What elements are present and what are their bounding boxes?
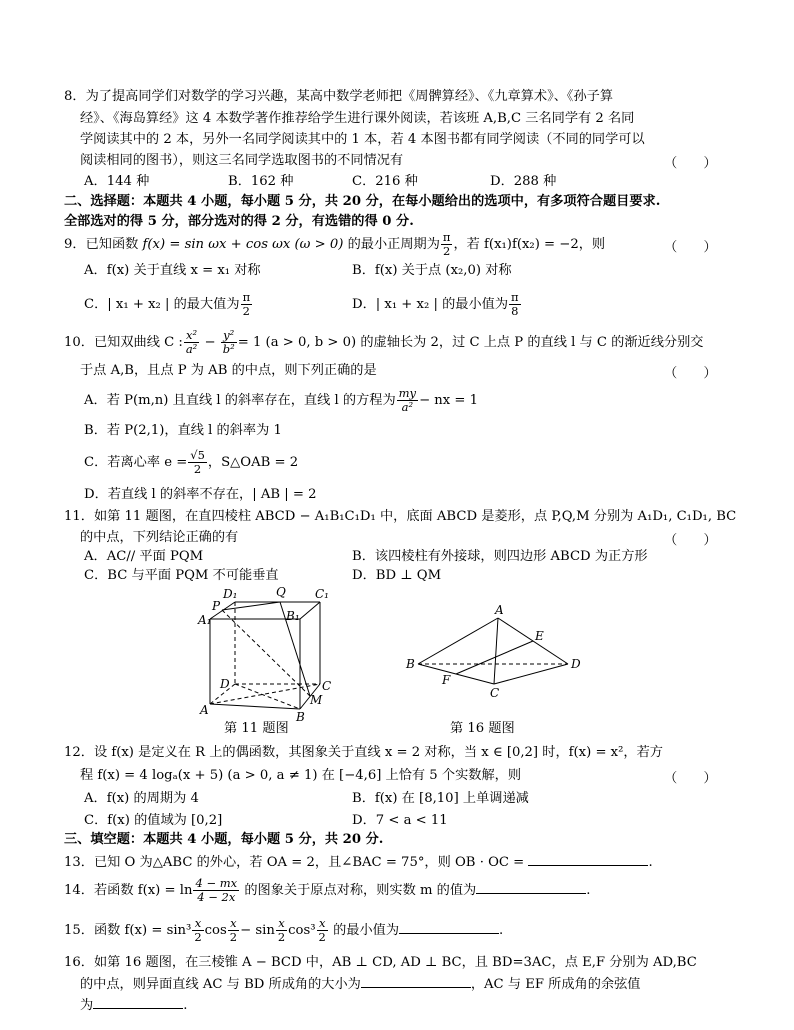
q10-option-b: B．若 P(2,1)，直线 l 的斜率为 1 xyxy=(84,423,282,438)
q9-option-c: C．| x₁ + x₂ | 的最大值为 $\frac{\pi}{2}$ xyxy=(84,290,251,318)
q8-option-d: D．288 种 xyxy=(490,174,557,189)
label-A: A xyxy=(200,703,209,717)
q13-answer-blank[interactable] xyxy=(528,853,648,866)
q8-option-c: C．216 种 xyxy=(352,174,418,189)
label-A1: A₁ xyxy=(198,613,212,627)
q11-option-d: D．BD ⊥ QM xyxy=(352,568,442,583)
q11-option-c: C．BC 与平面 PQM 不可能垂直 xyxy=(84,568,279,583)
figure-11-caption: 第 11 题图 xyxy=(224,721,289,736)
q12-option-b: B．f(x) 在 [8,10] 上单调递减 xyxy=(352,791,529,806)
q13-stem: 13．已知 O 为△ABC 的外心，若 OA = 2，且∠BAC = 75°，则 OB · OC = . xyxy=(64,855,653,870)
q12-option-d: D．7 < a < 11 xyxy=(352,813,448,828)
q9-option-b: B．f(x) 关于点 (x₂,0) 对称 xyxy=(352,263,512,278)
q9-answer-paren: （ ） xyxy=(664,240,717,255)
section3-heading: 三、填空题：本题共 4 小题，每小题 5 分，共 20 分. xyxy=(64,832,384,847)
q11-option-a: A．AC// 平面 PQM xyxy=(84,549,204,564)
figure-16-tetrahedron xyxy=(400,604,590,704)
q15-answer-blank[interactable] xyxy=(399,921,499,934)
q14-stem: 14．若函数 f(x) = ln $\frac{4 - mx}{4 - 2x}$ 的图象关于原点对称，则实数 m 的值为 . xyxy=(64,876,591,904)
label-B1: B₁ xyxy=(286,609,300,623)
q11-answer-paren: （ ） xyxy=(664,533,717,548)
q8-line2: 经》、《海岛算经》这 4 本数学著作推荐给学生进行课外阅读，若该班 A,B,C 三名同学有 2 名同 xyxy=(80,111,635,126)
q10-answer-paren: （ ） xyxy=(664,366,717,381)
q11-line1: 11．如第 11 题图，在直四棱柱 ABCD − A₁B₁C₁D₁ 中，底面 ABCD 是菱形，点 P,Q,M 分别为 A₁D₁, C₁D₁, BC xyxy=(64,509,737,524)
q10-option-d: D．若直线 l 的斜率不存在，| AB | = 2 xyxy=(84,487,317,502)
q9-stem: 9．已知函数 f(x) = sin ωx + cos ωx (ω > 0) 的最小正周期为 $\frac{\pi}{2}$ ，若 f(x₁)f(x₂) = −2，则 xyxy=(64,230,606,258)
label-D1: D₁ xyxy=(223,587,238,601)
label-C: C xyxy=(490,686,500,700)
label-C: C xyxy=(322,679,332,693)
q10-line2: 于点 A,B，且点 P 为 AB 的中点，则下列正确的是 xyxy=(80,363,377,378)
q8-line3: 学阅读其中的 2 本，另外一名同学阅读其中的 1 本，若 4 本图书都有同学阅读（不同的同学可以 xyxy=(80,132,645,147)
label-F: F xyxy=(442,673,451,687)
q16-line2: 的中点，则异面直线 AC 与 BD 所成角的大小为 ，AC 与 EF 所成角的余弦值 xyxy=(80,977,641,992)
label-E: E xyxy=(535,629,544,643)
label-D: D xyxy=(220,677,230,691)
q10-option-c: C．若离心率 e = $\frac{√5}{2}$ ，S△OAB = 2 xyxy=(84,448,299,476)
section2-heading: 二、选择题：本题共 4 小题，每小题 5 分，共 20 分，在每小题给出的选项中，有多项符合题目要求. xyxy=(64,194,661,209)
q12-line1: 12．设 f(x) 是定义在 R 上的偶函数，其图象关于直线 x = 2 对称，当 x ∈ [0,2] 时，f(x) = x²，若方 xyxy=(64,745,663,760)
q11-option-b: B．该四棱柱有外接球，则四边形 ABCD 为正方形 xyxy=(352,549,648,564)
label-D: D xyxy=(571,657,581,671)
q8-line1: 8．为了提高同学们对数学的学习兴趣，某高中数学老师把《周髀算经》、《九章算术》、《孙子算 xyxy=(64,89,614,104)
q10-stem: 10．已知双曲线 C : $\frac{\text{x²}}{\text{a²}}$ − $\frac{\text{y²}}{\text{b²}}$ = 1 (a > 0, b > 0) 的虚轴长为 2，过 C 上点 P 的直线 l 与 C 的渐近线分别交 xyxy=(64,328,704,356)
label-P: P xyxy=(212,599,221,613)
label-Q: Q xyxy=(276,585,286,599)
q9-option-d: D．| x₁ + x₂ | 的最小值为 $\frac{\pi}{8}$ xyxy=(352,290,519,318)
figure-11-prism xyxy=(190,584,350,724)
q10-option-a: A．若 P(m,n) 且直线 l 的斜率存在，直线 l 的方程为 $\frac{my}{\text{a²}}$ − nx = 1 xyxy=(84,386,479,414)
q9-option-a: A．f(x) 关于直线 x = x₁ 对称 xyxy=(84,263,261,278)
q12-line2: 程 f(x) = 4 logₐ(x + 5) (a > 0, a ≠ 1) 在 [−4,6] 上恰有 5 个实数解，则 xyxy=(80,768,522,783)
q16-answer-blank-2[interactable] xyxy=(93,996,183,1009)
section2-rules: 全部选对的得 5 分，部分选对的得 2 分，有选错的得 0 分. xyxy=(64,214,414,229)
q8-line4: 阅读相同的图书），则这三名同学选取图书的不同情况有 xyxy=(80,153,404,168)
q12-answer-paren: （ ） xyxy=(664,771,717,786)
q12-option-a: A．f(x) 的周期为 4 xyxy=(84,791,199,806)
label-M: M xyxy=(310,693,323,707)
q16-line1: 16．如第 16 题图，在三棱锥 A − BCD 中，AB ⊥ CD, AD ⊥ BC，且 BD=3AC，点 E,F 分别为 AD,BC xyxy=(64,955,697,970)
q11-line2: 的中点，下列结论正确的有 xyxy=(80,530,239,545)
q12-option-c: C．f(x) 的值域为 [0,2] xyxy=(84,813,223,828)
q8-answer-paren: （ ） xyxy=(664,156,717,171)
q16-answer-blank-1[interactable] xyxy=(361,975,471,988)
q16-line3: 为 . xyxy=(80,998,188,1013)
label-A: A xyxy=(495,604,504,617)
q15-stem: 15．函数 f(x) = sin³ $\frac{x}{2}$ cos $\frac{x}{2}$ − sin $\frac{x}{2}$ cos³ $\frac{x}{2}$ 的最小值为 . xyxy=(64,916,504,944)
q8-option-a: A．144 种 xyxy=(84,174,150,189)
q14-answer-blank[interactable] xyxy=(476,881,586,894)
label-B: B xyxy=(406,657,415,671)
label-B: B xyxy=(296,710,305,724)
label-C1: C₁ xyxy=(315,587,329,601)
q8-option-b: B．162 种 xyxy=(228,174,294,189)
figure-16-caption: 第 16 题图 xyxy=(450,721,515,736)
